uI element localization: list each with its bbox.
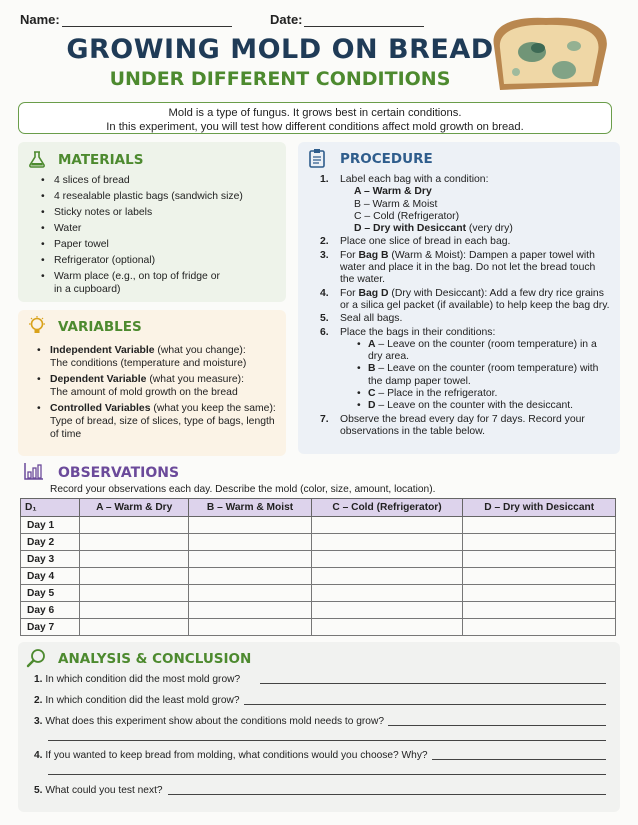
day-label: Day 7 (21, 619, 80, 636)
observation-cell[interactable] (189, 517, 311, 534)
observation-cell[interactable] (463, 534, 616, 551)
observation-cell[interactable] (463, 517, 616, 534)
variables-panel (18, 310, 286, 456)
answer-line-3[interactable] (388, 725, 606, 726)
observation-cell[interactable] (189, 568, 311, 585)
observation-cell[interactable] (311, 568, 463, 585)
table-header-row (21, 499, 616, 517)
date-label: Date: (270, 12, 303, 27)
question-3: 3. What does this experiment show about the conditions mold needs to grow? (34, 716, 384, 727)
day-label: Day 4 (21, 568, 80, 585)
list-item: • Warm place (e.g., on top of fridge or in a cupboard) (38, 270, 224, 296)
list-item: • Dependent Variable (what you measure): The amount of mold growth on the bread (34, 373, 280, 399)
answer-line-1[interactable] (260, 683, 606, 684)
observation-cell[interactable] (189, 551, 311, 568)
list-item: 4. For Bag D (Dry with Desiccant): Add a few dry rice grains or a silica gel packet (if available) to help keep the bag dry. (320, 287, 610, 311)
clipboard-icon (308, 148, 326, 168)
table-row (21, 534, 616, 551)
list-item: 7. Observe the bread every day for 7 days. Record your observations in the table below. (320, 413, 585, 437)
question-4: 4. If you wanted to keep bread from molding, what conditions would you choose? Why? (34, 750, 428, 761)
day-label: Day 3 (21, 551, 80, 568)
column-header: D₁ (21, 499, 80, 517)
table-row (21, 551, 616, 568)
table-row (21, 517, 616, 534)
observation-cell[interactable] (463, 619, 616, 636)
intro-line-1: Mold is a type of fungus. It grows best in certain conditions. (168, 107, 462, 119)
page-title: GROWING MOLD ON BREAD (66, 34, 494, 65)
column-header: D – Dry with Desiccant (463, 499, 616, 517)
materials-list (38, 174, 278, 299)
list-item: • 4 resealable plastic bags (sandwich size) (38, 190, 278, 203)
answer-line-4b[interactable] (48, 774, 606, 775)
list-item: • Independent Variable (what you change): The conditions (temperature and moisture) (34, 344, 280, 370)
observation-cell[interactable] (463, 551, 616, 568)
analysis-title: ANALYSIS & CONCLUSION (58, 651, 252, 667)
observation-cell[interactable] (189, 534, 311, 551)
list-item: 5. Seal all bags. (320, 313, 403, 325)
observation-cell[interactable] (463, 585, 616, 602)
procedure-panel (298, 142, 620, 454)
materials-title: MATERIALS (58, 152, 144, 168)
column-header: B – Warm & Moist (189, 499, 311, 517)
table-row (21, 568, 616, 585)
day-label: Day 5 (21, 585, 80, 602)
observation-cell[interactable] (80, 534, 189, 551)
table-row (21, 619, 616, 636)
observations-title: OBSERVATIONS (58, 465, 180, 481)
list-item: • Refrigerator (optional) (38, 254, 278, 267)
column-header: C – Cold (Refrigerator) (311, 499, 463, 517)
page-subtitle: UNDER DIFFERENT CONDITIONS (109, 68, 451, 90)
column-header: A – Warm & Dry (80, 499, 189, 517)
day-label: Day 1 (21, 517, 80, 534)
list-item: 3. For Bag B (Warm & Moist): Dampen a paper towel with water and place it in the bag. Do not let the bread touch the water. (320, 249, 596, 286)
observation-cell[interactable] (189, 585, 311, 602)
observation-cell[interactable] (80, 585, 189, 602)
observation-cell[interactable] (189, 602, 311, 619)
list-item: 6. Place the bags in their conditions: • A – Leave on the counter (room temperature) in a dry area. • B – Leave on the counter (room temperature) with the damp paper towel. • C – Place in the refrigerator. • D – Leave on the counter with the desiccant. (318, 327, 610, 413)
materials-panel (18, 142, 286, 302)
day-label: Day 2 (21, 534, 80, 551)
answer-line-4[interactable] (432, 759, 606, 760)
day-label: Day 6 (21, 602, 80, 619)
list-item: • Sticky notes or labels (38, 206, 278, 219)
observations-instruction: Record your observations each day. Describe the mold (color, size, amount, location). (50, 484, 436, 495)
list-item: • 4 slices of bread (38, 174, 278, 187)
magnifier-icon (26, 648, 46, 668)
observation-cell[interactable] (311, 551, 463, 568)
list-item: 1. Label each bag with a condition: A – Warm & Dry B – Warm & Moist C – Cold (Refrigerator) D – Dry with Desiccant (very dry) (320, 174, 513, 235)
procedure-list (318, 174, 610, 439)
question-5: 5. What could you test next? (34, 785, 163, 796)
observation-cell[interactable] (311, 534, 463, 551)
observation-cell[interactable] (80, 568, 189, 585)
bar-chart-icon (24, 462, 44, 480)
variables-title: VARIABLES (58, 319, 142, 335)
name-label: Name: (20, 12, 60, 27)
list-item: 2. Place one slice of bread in each bag. (320, 236, 511, 248)
intro-box (18, 102, 612, 134)
table-row (21, 585, 616, 602)
table-row (21, 602, 616, 619)
question-1: 1. In which condition did the most mold grow? (34, 674, 241, 685)
observation-cell[interactable] (311, 585, 463, 602)
observation-cell[interactable] (311, 517, 463, 534)
observations-table (20, 498, 616, 636)
variables-list (34, 344, 280, 444)
list-item: • Paper towel (38, 238, 278, 251)
answer-line-2[interactable] (244, 704, 606, 705)
list-item: • Water (38, 222, 278, 235)
observation-cell[interactable] (463, 568, 616, 585)
observation-cell[interactable] (80, 517, 189, 534)
name-field[interactable] (62, 26, 232, 27)
observation-cell[interactable] (189, 619, 311, 636)
intro-line-2: In this experiment, you will test how different conditions affect mold growth on bread. (106, 121, 524, 133)
observation-cell[interactable] (80, 602, 189, 619)
answer-line-3b[interactable] (48, 740, 606, 741)
observation-cell[interactable] (80, 551, 189, 568)
answer-line-5[interactable] (168, 794, 606, 795)
observation-cell[interactable] (463, 602, 616, 619)
observation-cell[interactable] (311, 602, 463, 619)
date-field[interactable] (304, 26, 424, 27)
observation-cell[interactable] (311, 619, 463, 636)
flask-icon (28, 150, 46, 168)
lightbulb-icon (28, 316, 46, 336)
procedure-title: PROCEDURE (340, 151, 433, 167)
question-2: 2. In which condition did the least mold grow? (34, 695, 240, 706)
observation-cell[interactable] (80, 619, 189, 636)
list-item: • Controlled Variables (what you keep the same): Type of bread, size of slices, type of bags, length of time (34, 402, 280, 441)
